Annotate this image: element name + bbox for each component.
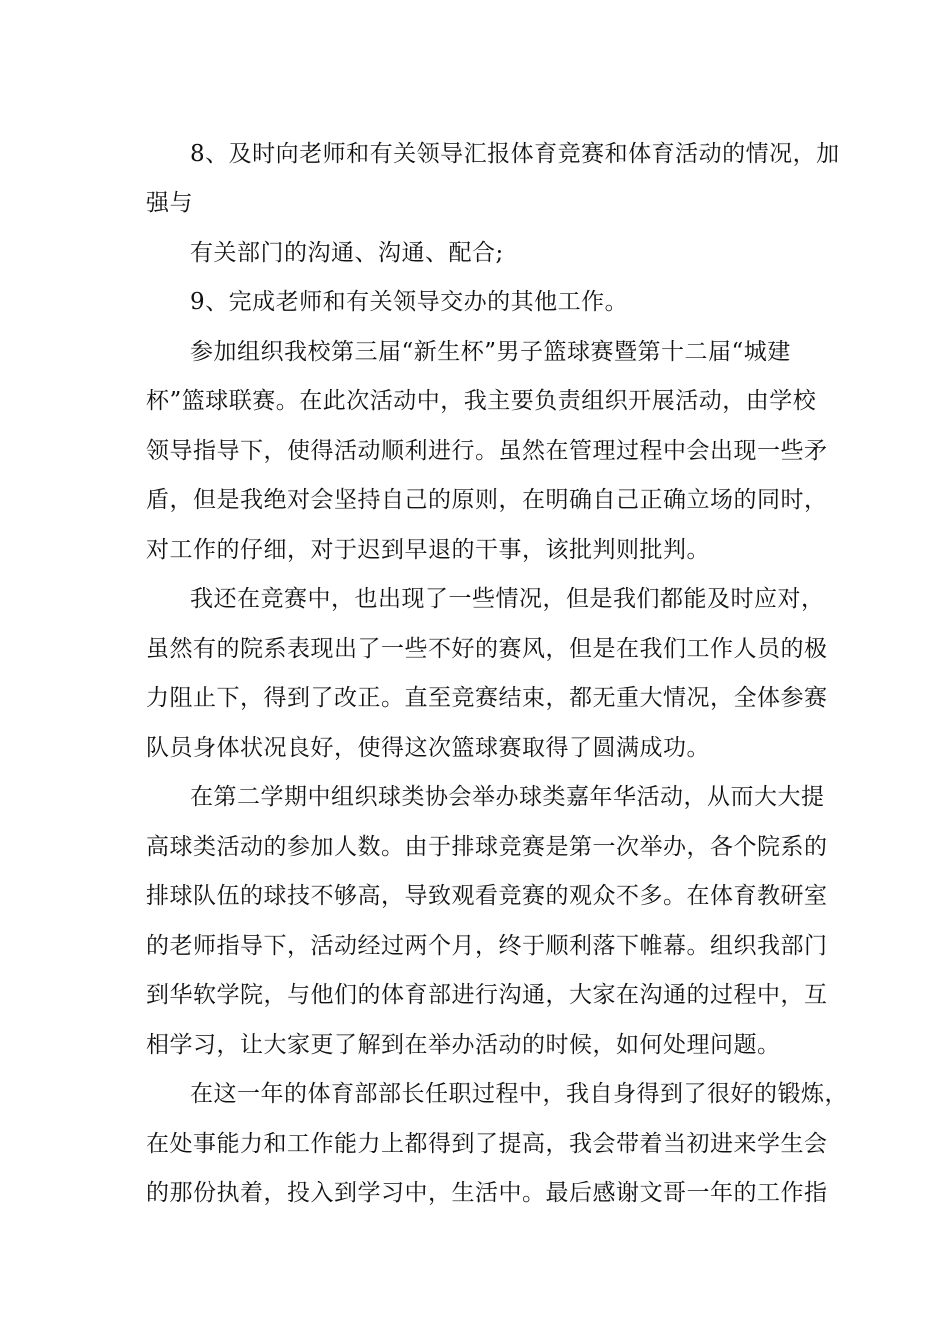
text-line: 的老师指导下，活动经过两个月，终于顺利落下帷幕。组织我部门	[146, 933, 828, 959]
text-line: 强与	[146, 190, 193, 216]
text-line: 在这一年的体育部部长任职过程中，我自身得到了很好的锻炼，	[190, 1081, 848, 1107]
text-line: 虽然有的院系表现出了一些不好的赛风，但是在我们工作人员的极	[146, 636, 828, 662]
text-line: 在第二学期中组织球类协会举办球类嘉年华活动，从而大大提	[190, 784, 825, 810]
text-line: 相学习，让大家更了解到在举办活动的时候，如何处理问题。	[146, 1032, 781, 1058]
text-line: 力阻止下，得到了改正。直至竞赛结束，都无重大情况，全体参赛	[146, 685, 828, 711]
text-line: 队员身体状况良好，使得这次篮球赛取得了圆满成功。	[146, 735, 710, 761]
text-line: 8、及时向老师和有关领导汇报体育竞赛和体育活动的情况，加	[190, 141, 840, 167]
text-line: 盾，但是我绝对会坚持自己的原则，在明确自己正确立场的同时，	[146, 487, 828, 513]
text-line: 对工作的仔细，对于迟到早退的干事，该批判则批判。	[146, 537, 710, 563]
text-line: 领导指导下，使得活动顺利进行。虽然在管理过程中会出现一些矛	[146, 438, 828, 464]
text-line: 的那份执着，投入到学习中，生活中。最后感谢文哥一年的工作指	[146, 1180, 828, 1206]
text-line: 我还在竞赛中，也出现了一些情况，但是我们都能及时应对，	[190, 586, 825, 612]
text-line: 参加组织我校第三届“新生杯”男子篮球赛暨第十二届“城建	[190, 339, 791, 365]
text-line: 在处事能力和工作能力上都得到了提高，我会带着当初进来学生会	[146, 1131, 828, 1157]
text-line: 排球队伍的球技不够高，导致观看竞赛的观众不多。在体育教研室	[146, 883, 828, 909]
text-line: 高球类活动的参加人数。由于排球竞赛是第一次举办，各个院系的	[146, 834, 828, 860]
text-line: 有关部门的沟通、沟通、配合;	[190, 240, 504, 266]
text-line: 9、完成老师和有关领导交办的其他工作。	[190, 289, 629, 315]
text-line: 到华软学院，与他们的体育部进行沟通，大家在沟通的过程中，互	[146, 982, 828, 1008]
text-line: 杯”篮球联赛。在此次活动中，我主要负责组织开展活动，由学校	[146, 388, 817, 414]
